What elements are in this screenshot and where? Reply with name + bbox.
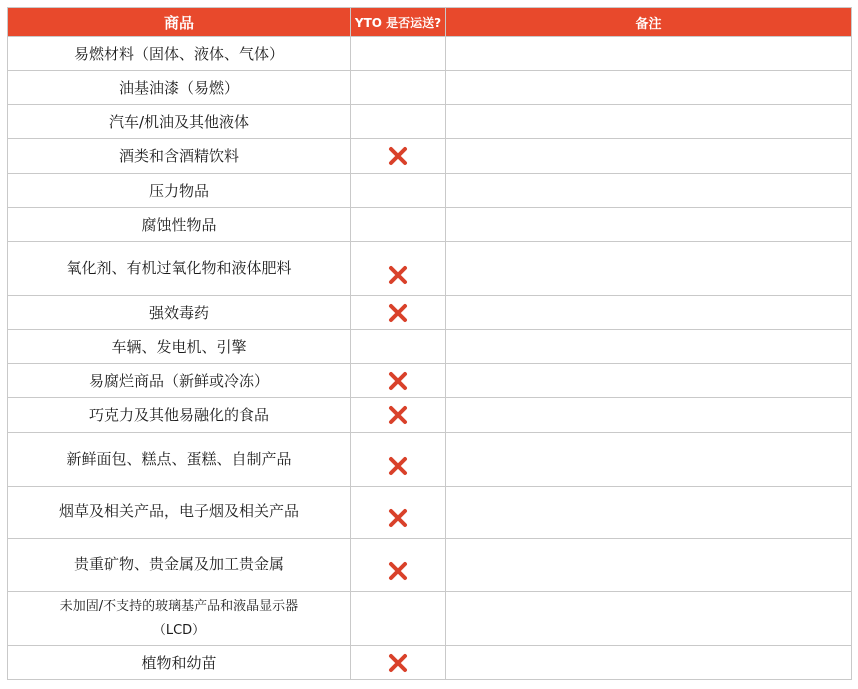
yto-cell — [351, 364, 446, 398]
table-row — [8, 364, 852, 398]
notes-cell — [446, 592, 852, 646]
item-cell: 植物和幼苗 — [8, 646, 351, 680]
notes-cell — [446, 139, 852, 174]
yto-cell — [351, 139, 446, 174]
header-yto: YTO 是否运送? — [351, 8, 446, 37]
item-cell: 易燃材料（固体、液体、气体） — [8, 37, 351, 71]
table-row — [8, 592, 852, 646]
yto-cell — [351, 539, 446, 592]
item-cell: 油基油漆（易燃） — [8, 71, 351, 105]
item-cell: 汽车/机油及其他液体 — [8, 105, 351, 139]
cross-mark-icon — [388, 265, 408, 285]
cross-mark-icon — [388, 303, 408, 323]
table-row — [8, 37, 852, 71]
table-row — [8, 646, 852, 680]
yto-cell — [351, 37, 446, 71]
yto-cell — [351, 487, 446, 539]
header-row — [8, 8, 852, 37]
item-cell: 酒类和含酒精饮料 — [8, 139, 351, 174]
yto-cell — [351, 296, 446, 330]
table-row — [8, 398, 852, 433]
cross-mark-icon — [388, 146, 408, 166]
cross-mark-icon — [388, 371, 408, 391]
notes-cell — [446, 539, 852, 592]
item-line: 未加固/不支持的玻璃基产品和液晶显示器 — [59, 598, 299, 614]
notes-cell — [446, 71, 852, 105]
notes-cell — [446, 296, 852, 330]
item-cell: 强效毒药 — [8, 296, 351, 330]
item-cell: 巧克力及其他易融化的食品 — [8, 398, 351, 433]
item-cell: 腐蚀性物品 — [8, 208, 351, 242]
yto-cell — [351, 330, 446, 364]
notes-cell — [446, 105, 852, 139]
notes-cell — [446, 364, 852, 398]
item-cell: 压力物品 — [8, 174, 351, 208]
table-row — [8, 174, 852, 208]
header-notes: 备注 — [446, 8, 852, 37]
item-cell: 烟草及相关产品，电子烟及相关产品 — [8, 487, 351, 539]
item-cell: 易腐烂商品（新鲜或冷冻） — [8, 364, 351, 398]
yto-cell — [351, 105, 446, 139]
yto-cell — [351, 592, 446, 646]
yto-cell — [351, 208, 446, 242]
notes-cell — [446, 37, 852, 71]
cross-mark-icon — [388, 456, 408, 476]
table-row — [8, 105, 852, 139]
table-row — [8, 242, 852, 296]
table-row — [8, 296, 852, 330]
notes-cell — [446, 208, 852, 242]
notes-cell — [446, 646, 852, 680]
table-row — [8, 208, 852, 242]
yto-cell — [351, 433, 446, 487]
notes-cell — [446, 487, 852, 539]
item-cell: 贵重矿物、贵金属及加工贵金属 — [8, 539, 351, 592]
header-item: 商品 — [8, 8, 351, 37]
table-row — [8, 330, 852, 364]
cross-mark-icon — [388, 561, 408, 581]
table-row — [8, 433, 852, 487]
item-line: （LCD） — [152, 622, 206, 638]
cross-mark-icon — [388, 405, 408, 425]
notes-cell — [446, 174, 852, 208]
yto-cell — [351, 71, 446, 105]
notes-cell — [446, 242, 852, 296]
yto-cell — [351, 646, 446, 680]
item-cell: 氧化剂、有机过氧化物和液体肥料 — [8, 242, 351, 296]
restricted-items-table — [7, 7, 852, 680]
yto-cell — [351, 242, 446, 296]
notes-cell — [446, 330, 852, 364]
cross-mark-icon — [388, 653, 408, 673]
notes-cell — [446, 433, 852, 487]
cross-mark-icon — [388, 508, 408, 528]
table-row — [8, 71, 852, 105]
table-row — [8, 539, 852, 592]
yto-cell — [351, 398, 446, 433]
notes-cell — [446, 398, 852, 433]
item-cell — [8, 592, 351, 646]
table-row — [8, 487, 852, 539]
yto-cell — [351, 174, 446, 208]
item-cell: 新鲜面包、糕点、蛋糕、自制产品 — [8, 433, 351, 487]
item-cell: 车辆、发电机、引擎 — [8, 330, 351, 364]
table-row — [8, 139, 852, 174]
